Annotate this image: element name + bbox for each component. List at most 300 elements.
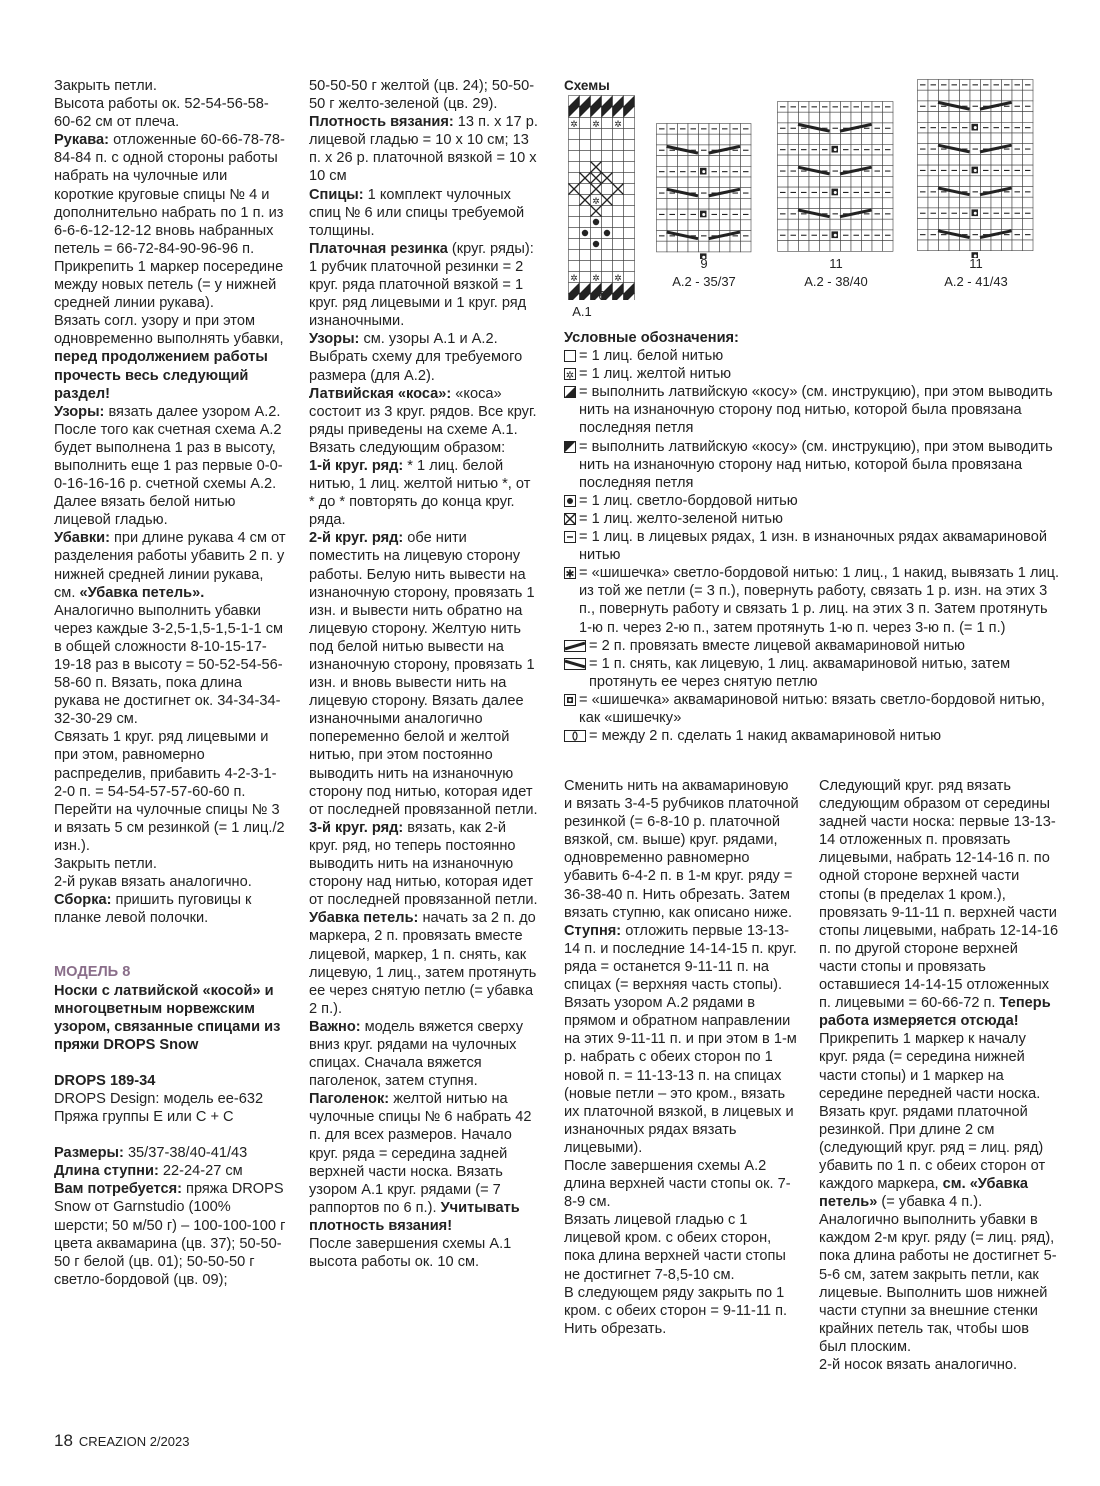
paragraph (309, 1018, 539, 1090)
a1-cell (624, 162, 635, 173)
chart-a2-35-37-label: А.2 - 35/37 (672, 274, 736, 289)
a2-cell (678, 156, 689, 167)
text-column-3 (564, 777, 800, 1338)
paragraph (54, 1144, 286, 1162)
a2-cell (960, 240, 971, 251)
text-run: 2-й носок вязать аналогично. (819, 1357, 1018, 1373)
a2-cell (928, 219, 939, 230)
a2-cell (1002, 219, 1013, 230)
a2-cell (820, 241, 831, 252)
a2-cell (949, 133, 960, 144)
legend (564, 329, 1064, 745)
a1-cell (613, 162, 624, 173)
a2-cell (809, 155, 820, 166)
a1-cell (580, 162, 591, 173)
a2-cell (991, 197, 1002, 208)
a1-star-mark: ✲ (592, 119, 600, 129)
text-run: желтой нитью на чулочные спицы № 6 набрать 42 п. для всех размеров. Начало круг. ряда = середина задней верхней части носка. Вязать узором А.1 круг. рядами (= 7 раппортов по 6 п.). (309, 1091, 532, 1216)
text-run: вязать, как 2-й круг. ряд, но теперь постоянно выводить нить на изнаночную сторону над нитью, которая идет от последней провязанной петли. (309, 819, 538, 909)
a2-cell (991, 90, 1002, 101)
a1-cell (580, 239, 591, 250)
paragraph (54, 77, 286, 95)
a2-cell (949, 197, 960, 208)
a2-cell (981, 133, 992, 144)
a1-cell (613, 250, 624, 261)
a1-cell (613, 195, 624, 206)
a2-cell (678, 134, 689, 145)
a1-cell (602, 151, 613, 162)
text-run: 1 комплект чулочных спиц № 6 или спицы требуемой толщины. (309, 186, 525, 239)
a2-cell (678, 220, 689, 231)
a2-cell (688, 177, 699, 188)
a2-cell (970, 90, 981, 101)
a2-cell (830, 241, 841, 252)
a2-cell (949, 90, 960, 101)
a2-cell (981, 197, 992, 208)
paragraph (309, 1090, 539, 1235)
a2-cell (851, 112, 862, 123)
col1-specs (54, 1144, 286, 1289)
bobble-aqua-icon (564, 694, 576, 706)
a2-cell (981, 90, 992, 101)
a2-cell (960, 176, 971, 187)
a2-cell (939, 133, 950, 144)
paragraph (54, 1162, 286, 1180)
braid-under-icon (564, 386, 576, 398)
a2-cell (991, 112, 1002, 123)
legend-items (564, 347, 1064, 745)
a2-cell (883, 112, 894, 123)
a2-cell (949, 176, 960, 187)
a2-cell (918, 133, 929, 144)
a2-cell (970, 154, 981, 165)
a2-cell (991, 219, 1002, 230)
legend-item (564, 655, 1064, 691)
text-run: пряжа DROPS Snow от Garnstudio (100% шерсти; 50 м/50 г) – 100-100-100 г цвета аквамарина (цв. 37); 50-50-50 г белой (цв. 01); 50-50-50 г светло-бордовой (цв. 09); (54, 1181, 286, 1288)
chart-a2-41-43-count: 11 (969, 256, 983, 271)
a1-cell (613, 228, 624, 239)
a2-cell (918, 197, 929, 208)
a2-cell (799, 176, 810, 187)
a2-cell (1002, 240, 1013, 251)
a2-cell (970, 112, 981, 123)
text-run: при длине рукава 4 см от разделения работы убавить 2 п. у нижней средней линии рукава, см. (54, 530, 286, 601)
model-label: МОДЕЛЬ 8 (54, 964, 131, 981)
a2-cell (1002, 112, 1013, 123)
a1-cell (569, 162, 580, 173)
a1-cell (624, 129, 635, 140)
a1-cell (591, 129, 602, 140)
chart-a2-35-37 (656, 123, 752, 259)
a1-cell (580, 118, 591, 129)
a1-cell (624, 206, 635, 217)
a2-cell (778, 198, 789, 209)
a1-cell (624, 261, 635, 272)
a2-cell (830, 134, 841, 145)
legend-item-text: = 1 лиц. светло-бордовой нитью (579, 492, 798, 509)
a2-cell (918, 154, 929, 165)
dash-icon (564, 531, 576, 543)
a2-cell (960, 219, 971, 230)
a2-cell (788, 241, 799, 252)
svg-text:✱: ✱ (565, 568, 575, 579)
cross-icon (564, 513, 576, 525)
a1-star-mark: ✲ (614, 273, 622, 283)
a1-cell (591, 140, 602, 151)
svg-text:✲: ✲ (565, 370, 575, 380)
a2-cell (699, 241, 710, 252)
a2-cell (862, 241, 873, 252)
legend-item (564, 510, 1064, 528)
a2-cell (851, 241, 862, 252)
k2tog-icon (564, 640, 586, 652)
text-run: обе нити поместить на лицевую сторону работы. Белую нить вывести на изнаночную сторону, провязать 1 изн. и вывести нить обратно на лицевую сторону. Желтую нить под белой нитью вывести на изнаночную сторону, провязать 1 изн. и вновь вывести нить на лицевую сторону. Вязать далее изнаночными аналогично попеременно белой и желтой нитью, при этом постоянно выводить нить на изнаночную сторону под нитью, которая идет от последней провязанной петли. (309, 530, 538, 818)
a2-cell (1023, 133, 1034, 144)
a2-cell (862, 112, 873, 123)
a1-dot-mark (593, 219, 599, 225)
a2-cell (928, 154, 939, 165)
a2-cell (841, 176, 852, 187)
bold-run: перед продолжением работы прочесть весь следующий раздел! (54, 349, 268, 402)
a2-cell (883, 241, 894, 252)
a2-cell (918, 112, 929, 123)
a2-cell (841, 112, 852, 123)
a2-cell (830, 219, 841, 230)
a2-cell (699, 156, 710, 167)
a2-cell (699, 198, 710, 209)
a2-cell (657, 241, 668, 252)
paragraph (54, 529, 286, 601)
a2-cell (928, 176, 939, 187)
paragraph (564, 777, 800, 922)
a2-cell (741, 241, 752, 252)
paragraph (309, 529, 539, 819)
chart-a1-count: 6 (598, 288, 606, 303)
a2-cell (709, 177, 720, 188)
a2-cell (778, 241, 789, 252)
paragraph (54, 258, 286, 312)
a2-cell (809, 176, 820, 187)
a2-cell (928, 240, 939, 251)
a2-cell (699, 134, 710, 145)
paragraph (309, 330, 539, 384)
a2-bobble-center (974, 126, 977, 129)
bold-run: Паголенок: (309, 1091, 390, 1108)
a1-cell (569, 217, 580, 228)
a2-cell (883, 219, 894, 230)
a2-cell (1023, 112, 1034, 123)
bold-run: «Убавка петель». (79, 584, 205, 601)
a1-cell (602, 261, 613, 272)
a1-cell (624, 184, 635, 195)
a2-cell (667, 156, 678, 167)
a2-cell (981, 176, 992, 187)
legend-item-text: = 1 лиц. в лицевых рядах, 1 изн. в изнаночных рядах аквамариновой нитью (579, 529, 1048, 564)
text-column-2 (309, 77, 539, 1271)
a2-cell (1012, 240, 1023, 251)
a2-cell (820, 134, 831, 145)
text-run: Связать 1 круг. ряд лицевыми и при этом, равномерно распределив, прибавить 4-2-3-1-2-0 п. = 54-54-57-57-60-60 п. (54, 729, 277, 800)
text-run: модель вяжется сверху вниз круг. рядами на чулочных спицах. Сначала вяжется паголенок, затем ступня. (309, 1018, 524, 1090)
a2-cell (872, 134, 883, 145)
legend-item-text: = 2 п. провязать вместе лицевой аквамариновой нитью (589, 637, 965, 654)
a2-cell (820, 176, 831, 187)
bold-run: Узоры: (309, 331, 360, 348)
a2-cell (960, 90, 971, 101)
a2-cell (678, 241, 689, 252)
a2-cell (851, 134, 862, 145)
a2-cell (991, 133, 1002, 144)
a1-cell (602, 239, 613, 250)
a2-cell (657, 177, 668, 188)
text-run: начать за 2 п. до маркера, 2 п. провязать вместе лицевой, маркер, 1 п. снять, как лицевую, 1 лиц., затем протянуть ее через снятую петлю (= убавка 2 п.). (309, 910, 537, 1017)
a1-cell (624, 217, 635, 228)
legend-item (564, 438, 1064, 492)
col4-paragraphs (819, 777, 1059, 1374)
bold-run: Длина ступни: (54, 1163, 159, 1180)
a2-cell (841, 241, 852, 252)
paragraph (54, 403, 286, 530)
a1-star-mark: ✲ (592, 273, 600, 283)
a1-star-mark: ✲ (570, 119, 578, 129)
text-run: 2-й рукав вязать аналогично. (54, 874, 252, 891)
a2-cell (841, 198, 852, 209)
a1-cell (569, 206, 580, 217)
a2-cell (960, 154, 971, 165)
a2-cell (970, 219, 981, 230)
a2-cell (730, 156, 741, 167)
a2-cell (799, 134, 810, 145)
a2-cell (1002, 90, 1013, 101)
a1-cell (613, 140, 624, 151)
a2-cell (970, 176, 981, 187)
a2-cell (709, 241, 720, 252)
a2-cell (788, 112, 799, 123)
paragraph (309, 457, 539, 529)
a2-cell (720, 134, 731, 145)
page-footer (54, 1431, 189, 1451)
paragraph (564, 1157, 800, 1211)
a1-cell (613, 173, 624, 184)
chart-a2-35-37-count: 9 (700, 256, 708, 271)
a1-cell (569, 250, 580, 261)
paragraph (309, 1235, 539, 1271)
paragraph (54, 891, 286, 927)
a1-cell (624, 173, 635, 184)
a2-cell (918, 219, 929, 230)
a1-cell (602, 184, 613, 195)
a2-cell (928, 133, 939, 144)
a1-cell (580, 272, 591, 283)
a2-cell (862, 134, 873, 145)
a2-cell (788, 134, 799, 145)
paragraph (309, 113, 539, 185)
a2-bobble-center (834, 148, 837, 151)
a2-cell (1023, 176, 1034, 187)
text-run: 35/37-38/40-41/43 (123, 1145, 248, 1162)
bold-run: 2-й круг. ряд: (309, 530, 404, 547)
a2-cell (1023, 154, 1034, 165)
paragraph (54, 95, 286, 131)
legend-item (564, 637, 1064, 655)
bold-run: см. «Убавка петель» (819, 1176, 1029, 1211)
chart-a2-41-43-label: А.2 - 41/43 (944, 274, 1008, 289)
a1-cell (624, 250, 635, 261)
bold-run: Латвийская «коса»: (309, 385, 452, 402)
chart-a2-38-40 (777, 101, 895, 259)
a2-cell (939, 219, 950, 230)
a2-cell (949, 219, 960, 230)
a2-cell (970, 133, 981, 144)
bold-run: Важно: (309, 1018, 361, 1035)
a2-cell (730, 134, 741, 145)
a2-cell (991, 240, 1002, 251)
a2-cell (1023, 90, 1034, 101)
legend-item (564, 691, 1064, 727)
a2-cell (809, 198, 820, 209)
paragraph (309, 909, 539, 1018)
a2-cell (939, 90, 950, 101)
col3-paragraphs (564, 777, 800, 1338)
text-run: см. узоры А.1 и А.2. Выбрать схему для требуемого размера (для А.2). (309, 331, 523, 384)
a2-cell (778, 176, 789, 187)
a2-cell (1023, 240, 1034, 251)
a2-cell (1002, 154, 1013, 165)
text-run: Прикрепить 1 маркер посередине между новых петель (= у нижней средней линии рукава). (54, 258, 284, 312)
a2-cell (830, 198, 841, 209)
skp-icon (564, 658, 586, 670)
a2-cell (991, 154, 1002, 165)
bold-run: Убавки: (54, 530, 110, 547)
a2-cell (778, 219, 789, 230)
a2-cell (1002, 197, 1013, 208)
a2-cell (862, 155, 873, 166)
text-run: Следующий круг. ряд вязать следующим образом от середины задней части носка: первые 13-13-14 отложенных п. провязать лицевыми, набрать 12-14-16 п. по одной стороне верхней части стопы (в пределах 1 кром.), провязать 9-11-11 п. верхней части стопы лицевыми, набрать 12-14-16 п. по другой стороне верхней части стопы и провязать оставшиеся 14-14-15 отложенных п. лицевыми = 60-66-72 п. (819, 778, 1059, 1012)
a2-cell (1002, 133, 1013, 144)
a2-cell (862, 219, 873, 230)
paragraph (54, 728, 286, 800)
a1-cell (580, 129, 591, 140)
a2-cell (960, 197, 971, 208)
a2-grid (778, 102, 894, 252)
a2-cell (741, 156, 752, 167)
text-run: отложенные 60-66-78-78-84-84 п. с одной стороны работы набрать на чулочные или короткие круговые спицы № 4 и дополнительно набрать по 1 п. из 6-6-6-12-12-12 вновь набранных петель = 66-72-84-90-96-96 п. (54, 132, 285, 257)
a1-cell (624, 118, 635, 129)
a2-cell (741, 198, 752, 209)
model-design: DROPS Design: модель ee-632 (54, 1090, 264, 1107)
text-run: * 1 лиц. белой нитью, 1 лиц. желтой нитью *, от * до * повторять до конца круг. ряда. (309, 457, 531, 529)
a1-cell (591, 228, 602, 239)
a2-cell (1023, 197, 1034, 208)
a2-cell (667, 220, 678, 231)
a2-cell (667, 198, 678, 209)
text-run: Вязать согл. узору и при этом одновременно выполнять убавки, (54, 313, 284, 348)
a1-cell (580, 184, 591, 195)
a2-cell (657, 134, 668, 145)
paragraph (819, 777, 1059, 1030)
a2-cell (667, 241, 678, 252)
a2-cell (657, 220, 668, 231)
legend-item (564, 383, 1064, 437)
legend-item-text: = 1 лиц. желтой нитью (579, 366, 732, 383)
a2-cell (830, 155, 841, 166)
a1-star-mark: ✲ (614, 119, 622, 129)
a2-cell (788, 176, 799, 187)
col1-paragraphs (54, 77, 286, 927)
bold-run: Узоры: (54, 403, 105, 420)
a2-cell (720, 198, 731, 209)
bold-run: Сборка: (54, 892, 112, 909)
paragraph (819, 1211, 1059, 1356)
a2-cell (709, 220, 720, 231)
a2-cell (820, 112, 831, 123)
chart-a2-38-40-count: 11 (829, 256, 843, 271)
a2-cell (820, 198, 831, 209)
a2-cell (939, 154, 950, 165)
a1-cell (569, 239, 580, 250)
legend-title: Условные обозначения: (564, 330, 739, 346)
a2-bobble-center (974, 169, 977, 172)
a2-cell (699, 177, 710, 188)
text-run: (= убавка 4 п.). (877, 1194, 983, 1211)
a2-cell (1012, 219, 1023, 230)
a2-cell (730, 220, 741, 231)
text-run: Высота работы ок. 52-54-56-58-60-62 см от плеча. (54, 96, 269, 131)
model-code: DROPS 189-34 (54, 1072, 156, 1089)
legend-item (564, 365, 1064, 383)
a2-cell (918, 240, 929, 251)
bold-run: Плотность вязания: (309, 114, 454, 131)
a2-bobble-center (974, 212, 977, 215)
text-column-4 (819, 777, 1059, 1374)
a1-cell (613, 151, 624, 162)
legend-item (564, 492, 1064, 510)
a2-cell (970, 240, 981, 251)
a2-cell (678, 198, 689, 209)
legend-item (564, 564, 1064, 636)
bold-run: 3-й круг. ряд: (309, 819, 404, 836)
chart-a1-label: А.1 (572, 304, 592, 319)
a1-cell (591, 151, 602, 162)
a2-cell (657, 156, 668, 167)
model-title: Носки с латвийской «косой» и многоцветным норвежским узором, связанные спицами из пряжи DROPS Snow (54, 982, 281, 1053)
a2-cell (970, 197, 981, 208)
paragraph (564, 1284, 800, 1338)
a2-cell (872, 155, 883, 166)
paragraph (309, 186, 539, 240)
bold-run: Теперь работа измеряется отсюда! (819, 995, 1051, 1030)
a2-cell (778, 112, 789, 123)
paragraph (564, 1211, 800, 1283)
a1-cell (580, 140, 591, 151)
bold-run: Размеры: (54, 1145, 124, 1162)
legend-item (564, 528, 1064, 564)
a2-cell (872, 241, 883, 252)
a2-cell (862, 176, 873, 187)
a2-cell (851, 198, 862, 209)
a2-cell (830, 112, 841, 123)
paragraph (54, 801, 286, 855)
a1-cell (580, 261, 591, 272)
magazine-issue: CREAZION 2/2023 (78, 1434, 190, 1449)
text-run: Закрыть петли. (54, 78, 157, 94)
a2-cell (872, 176, 883, 187)
a2-cell (939, 197, 950, 208)
a2-cell (1012, 154, 1023, 165)
legend-item-text: = 1 лиц. белой нитью (579, 348, 724, 365)
bobble-icon (564, 567, 576, 579)
a2-cell (720, 241, 731, 252)
